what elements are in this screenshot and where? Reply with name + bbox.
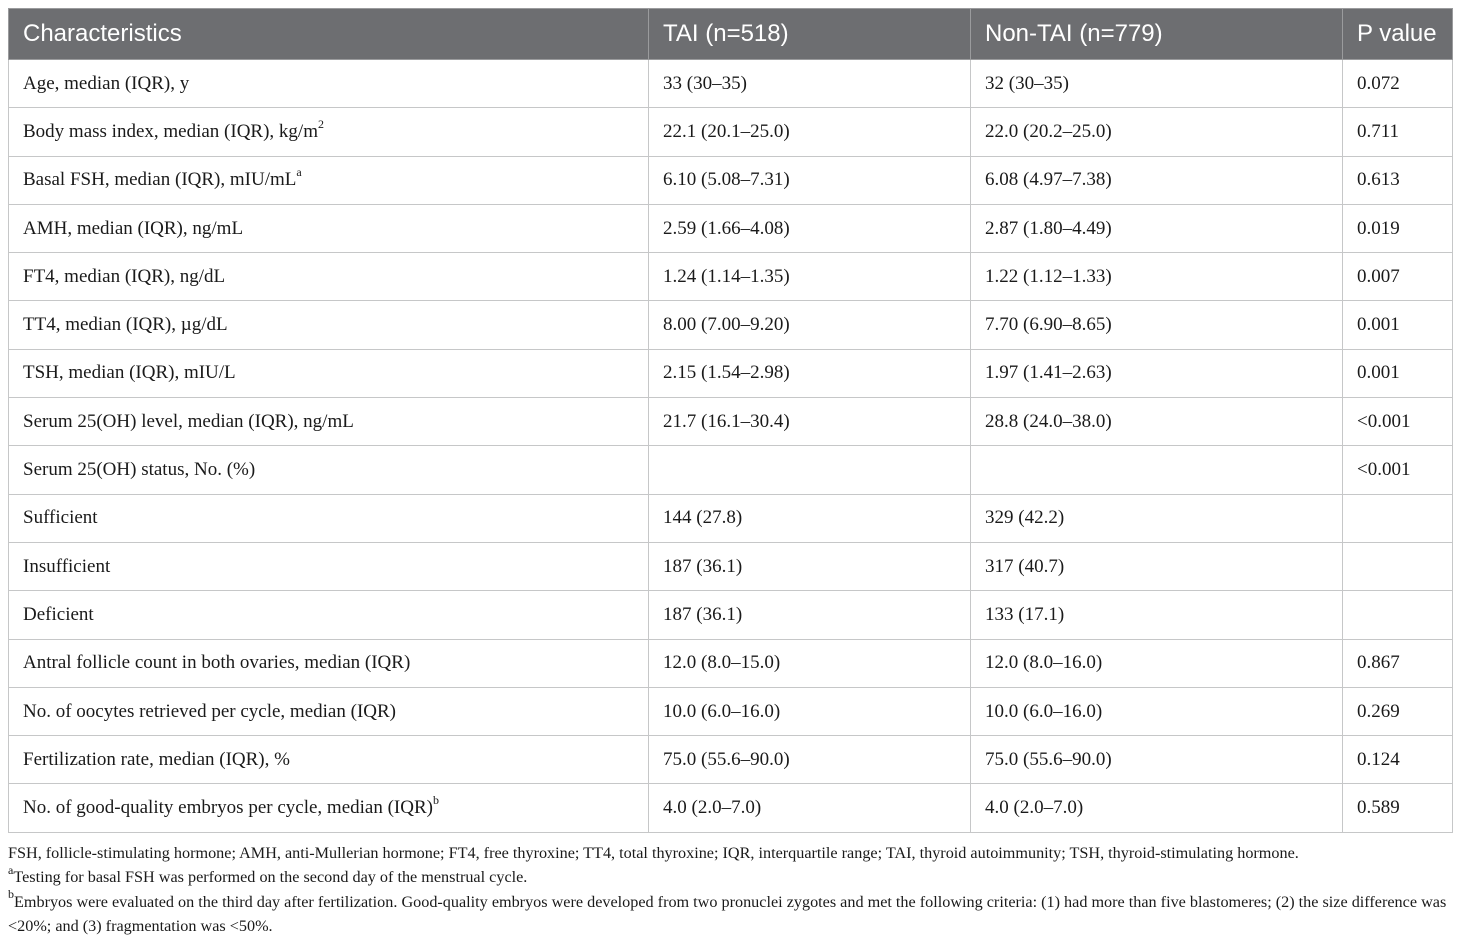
cell-non-tai: 1.97 (1.41–2.63) <box>971 349 1343 397</box>
cell-tai: 21.7 (16.1–30.4) <box>649 398 971 446</box>
cell-tai: 12.0 (8.0–15.0) <box>649 639 971 687</box>
cell-tai: 6.10 (5.08–7.31) <box>649 156 971 204</box>
cell-non-tai: 22.0 (20.2–25.0) <box>971 108 1343 156</box>
characteristic-label: FT4, median (IQR), ng/dL <box>23 265 226 287</box>
table-row <box>9 542 1453 590</box>
header-characteristics: Characteristics <box>9 9 649 60</box>
table-row <box>9 349 1453 397</box>
characteristic-label: AMH, median (IQR), ng/mL <box>23 217 244 239</box>
characteristic-label: Sufficient <box>23 507 98 529</box>
cell-tai: 2.59 (1.66–4.08) <box>649 204 971 252</box>
cell-non-tai: 7.70 (6.90–8.65) <box>971 301 1343 349</box>
table-header-row <box>9 9 1453 60</box>
cell-p-value <box>1343 591 1453 639</box>
header-p-value: P value <box>1343 9 1453 60</box>
table-row <box>9 204 1453 252</box>
cell-tai: 33 (30–35) <box>649 60 971 108</box>
cell-tai: 2.15 (1.54–2.98) <box>649 349 971 397</box>
cell-non-tai: 2.87 (1.80–4.49) <box>971 204 1343 252</box>
cell-p-value: <0.001 <box>1343 398 1453 446</box>
characteristics-table <box>8 8 1453 833</box>
characteristic-label: No. of good-quality embryos per cycle, median (IQR) <box>23 797 433 819</box>
cell-non-tai: 6.08 (4.97–7.38) <box>971 156 1343 204</box>
table-row <box>9 736 1453 784</box>
cell-tai: 1.24 (1.14–1.35) <box>649 253 971 301</box>
table-row <box>9 687 1453 735</box>
table-row <box>9 446 1453 494</box>
cell-non-tai: 329 (42.2) <box>971 494 1343 542</box>
footnote-a-text: Testing for basal FSH was performed on the second day of the menstrual cycle. <box>13 868 528 887</box>
table-row <box>9 494 1453 542</box>
footnote-a <box>8 862 1452 890</box>
cell-tai: 187 (36.1) <box>649 542 971 590</box>
cell-tai: 10.0 (6.0–16.0) <box>649 687 971 735</box>
cell-p-value <box>1343 494 1453 542</box>
footnote-abbreviations: FSH, follicle-stimulating hormone; AMH, anti-Mullerian hormone; FT4, free thyroxine; TT4, total thyroxine; IQR, interquartile range; TAI, thyroid autoimmunity; TSH, thyroid-stimulating hormone. <box>8 843 1299 862</box>
cell-non-tai: 317 (40.7) <box>971 542 1343 590</box>
header-non-tai: Non-TAI (n=779) <box>971 9 1343 60</box>
cell-p-value: <0.001 <box>1343 446 1453 494</box>
table-row <box>9 60 1453 108</box>
cell-characteristic <box>9 494 649 542</box>
cell-characteristic <box>9 398 649 446</box>
cell-characteristic <box>9 446 649 494</box>
characteristic-label: TSH, median (IQR), mIU/L <box>23 362 236 384</box>
cell-tai: 22.1 (20.1–25.0) <box>649 108 971 156</box>
cell-p-value: 0.867 <box>1343 639 1453 687</box>
cell-p-value: 0.001 <box>1343 349 1453 397</box>
characteristic-label: No. of oocytes retrieved per cycle, median (IQR) <box>23 700 396 722</box>
table-row <box>9 784 1453 832</box>
characteristic-label: Antral follicle count in both ovaries, median (IQR) <box>23 652 411 674</box>
cell-p-value: 0.711 <box>1343 108 1453 156</box>
characteristic-superscript: b <box>432 792 439 807</box>
characteristic-label: Serum 25(OH) status, No. (%) <box>23 459 256 481</box>
characteristic-label: Basal FSH, median (IQR), mIU/mL <box>23 169 297 191</box>
footnote-a-mark: a <box>8 862 14 877</box>
cell-p-value: 0.072 <box>1343 60 1453 108</box>
table-row <box>9 253 1453 301</box>
cell-tai: 75.0 (55.6–90.0) <box>649 736 971 784</box>
cell-tai <box>649 446 971 494</box>
table-row <box>9 301 1453 349</box>
characteristic-label: Serum 25(OH) level, median (IQR), ng/mL <box>23 410 354 432</box>
cell-characteristic <box>9 108 649 156</box>
cell-characteristic <box>9 156 649 204</box>
cell-p-value: 0.019 <box>1343 204 1453 252</box>
table-row <box>9 108 1453 156</box>
characteristic-superscript: a <box>296 164 302 179</box>
characteristic-label: Age, median (IQR), y <box>23 72 190 94</box>
characteristic-superscript: 2 <box>318 116 324 131</box>
cell-characteristic <box>9 253 649 301</box>
cell-non-tai: 28.8 (24.0–38.0) <box>971 398 1343 446</box>
cell-p-value: 0.007 <box>1343 253 1453 301</box>
cell-non-tai: 75.0 (55.6–90.0) <box>971 736 1343 784</box>
cell-non-tai: 10.0 (6.0–16.0) <box>971 687 1343 735</box>
cell-tai: 4.0 (2.0–7.0) <box>649 784 971 832</box>
table-row <box>9 398 1453 446</box>
cell-p-value: 0.589 <box>1343 784 1453 832</box>
cell-non-tai: 12.0 (8.0–16.0) <box>971 639 1343 687</box>
characteristic-label: Insufficient <box>23 555 111 577</box>
cell-non-tai: 32 (30–35) <box>971 60 1343 108</box>
characteristic-label: TT4, median (IQR), µg/dL <box>23 314 228 336</box>
cell-characteristic <box>9 736 649 784</box>
characteristic-label: Deficient <box>23 603 94 625</box>
cell-non-tai: 4.0 (2.0–7.0) <box>971 784 1343 832</box>
cell-tai: 187 (36.1) <box>649 591 971 639</box>
cell-p-value: 0.269 <box>1343 687 1453 735</box>
cell-p-value: 0.001 <box>1343 301 1453 349</box>
cell-characteristic <box>9 204 649 252</box>
cell-characteristic <box>9 687 649 735</box>
cell-non-tai <box>971 446 1343 494</box>
cell-characteristic <box>9 784 649 832</box>
cell-characteristic <box>9 639 649 687</box>
cell-p-value: 0.124 <box>1343 736 1453 784</box>
cell-p-value: 0.613 <box>1343 156 1453 204</box>
table-body <box>9 60 1453 833</box>
cell-tai: 144 (27.8) <box>649 494 971 542</box>
table-wrapper <box>8 8 1452 939</box>
footnote-b <box>8 887 1452 939</box>
header-tai: TAI (n=518) <box>649 9 971 60</box>
cell-non-tai: 133 (17.1) <box>971 591 1343 639</box>
characteristic-label: Body mass index, median (IQR), kg/m <box>23 120 318 142</box>
cell-characteristic <box>9 60 649 108</box>
cell-characteristic <box>9 301 649 349</box>
cell-characteristic <box>9 542 649 590</box>
table-row <box>9 639 1453 687</box>
footnote-b-text: Embryos were evaluated on the third day after fertilization. Good-quality embryos were developed from two pronuclei zygotes and met the following criteria: (1) had more than five blastomeres; (2) the size difference was <20%; and (3) fragmentation was <50%. <box>8 892 1447 936</box>
table-row <box>9 591 1453 639</box>
cell-p-value <box>1343 542 1453 590</box>
cell-non-tai: 1.22 (1.12–1.33) <box>971 253 1343 301</box>
cell-characteristic <box>9 349 649 397</box>
table-footnotes <box>8 841 1452 939</box>
table-row <box>9 156 1453 204</box>
footnote-b-mark: b <box>8 887 14 902</box>
cell-tai: 8.00 (7.00–9.20) <box>649 301 971 349</box>
cell-characteristic <box>9 591 649 639</box>
characteristic-label: Fertilization rate, median (IQR), % <box>23 748 290 770</box>
